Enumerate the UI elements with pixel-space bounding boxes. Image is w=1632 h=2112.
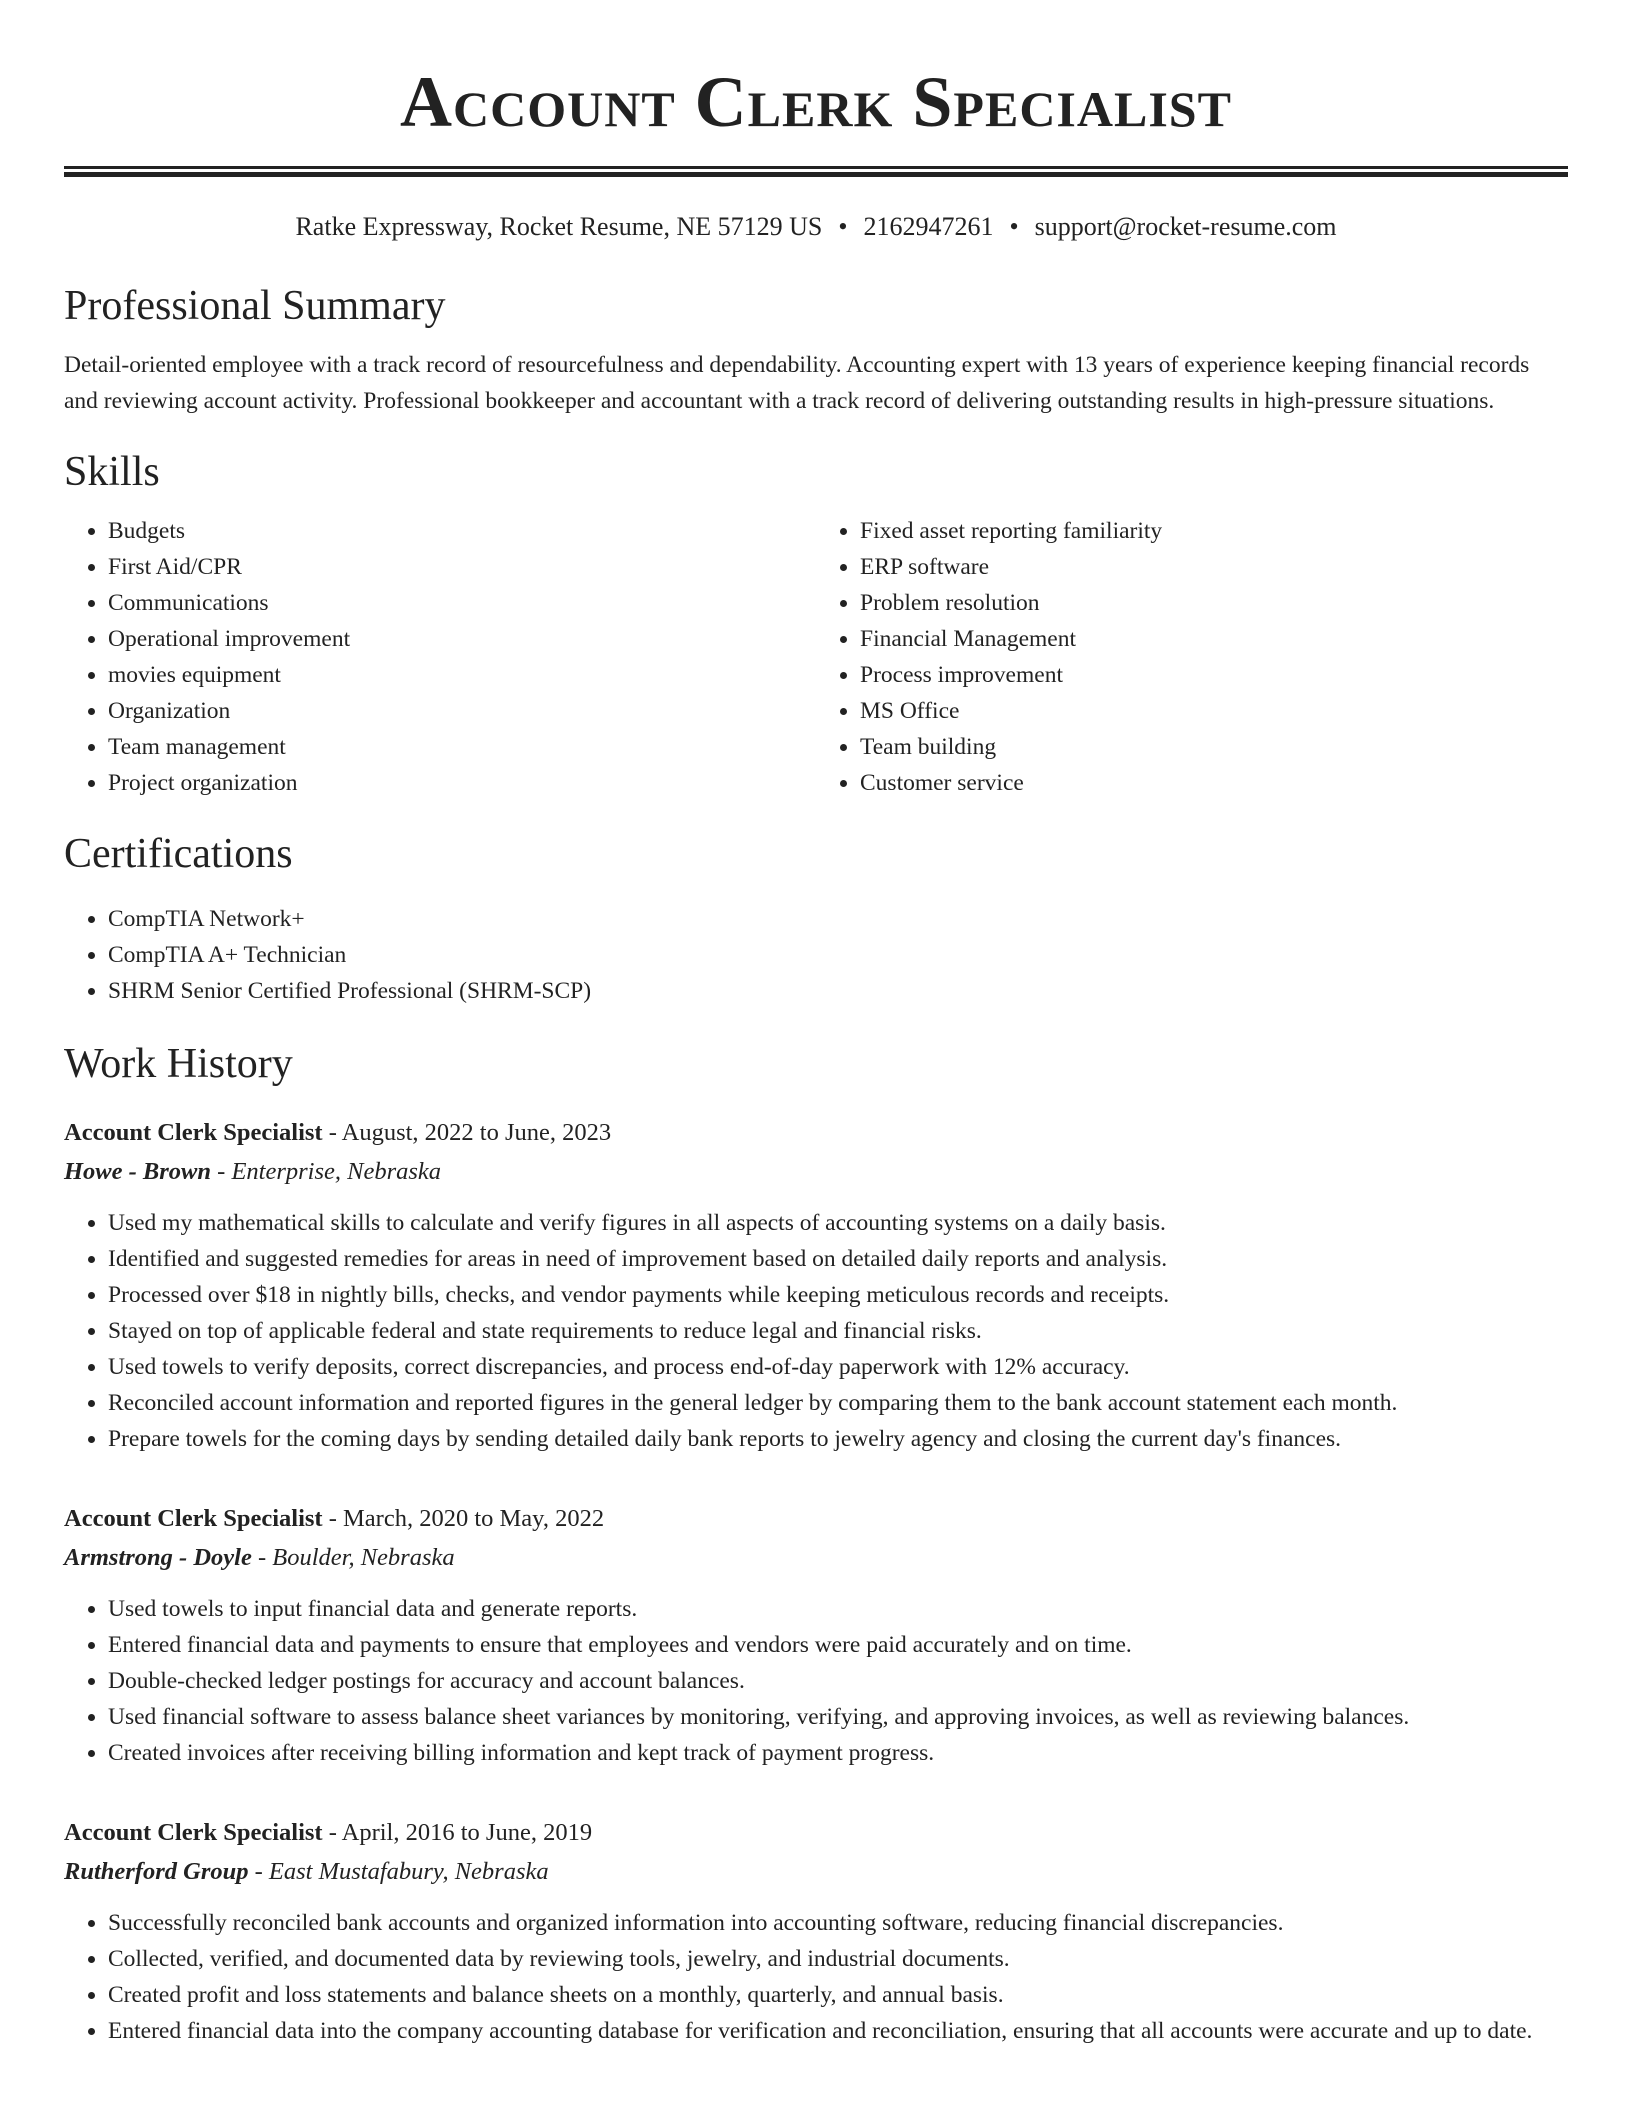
job-dates: - August, 2022 to June, 2023 [322, 1119, 612, 1146]
certification-item: • SHRM Senior Certified Professional (SHRM-SCP) [108, 973, 1568, 1009]
skill-item: • Process improvement [860, 657, 1568, 693]
job-bullet: • Created profit and loss statements and balance sheets on a monthly, quarterly, and annual basis. [108, 1977, 1568, 2013]
job-bullet: • Processed over $18 in nightly bills, checks, and vendor payments while keeping meticulous records and receipts. [108, 1277, 1568, 1313]
job-bullet: • Entered financial data into the company accounting database for verification and reconciliation, ensuring that all accounts were accurate and up to date. [108, 2013, 1568, 2049]
skills-left-list [64, 513, 816, 801]
skill-item: • Team management [108, 729, 816, 765]
skills-heading: Skills [64, 449, 160, 495]
job-bullet: • Created invoices after receiving billing information and kept track of payment progress. [108, 1735, 1568, 1771]
skill-item: • Fixed asset reporting familiarity [860, 513, 1568, 549]
certifications-heading: Certifications [64, 831, 293, 877]
skill-item: • Budgets [108, 513, 816, 549]
job-bullet: • Used financial software to assess balance sheet variances by monitoring, verifying, and approving invoices, as well as reviewing balances. [108, 1699, 1568, 1735]
job-bullet: • Reconciled account information and reported figures in the general ledger by comparing them to the bank account statement each month. [108, 1385, 1568, 1421]
contact-email: support@rocket-resume.com [1034, 212, 1337, 241]
contact-separator: • [838, 212, 848, 241]
skill-item: • Team building [860, 729, 1568, 765]
job-entry [64, 1499, 1568, 1771]
skill-item: • movies equipment [108, 657, 816, 693]
job-bullet: • Successfully reconciled bank accounts and organized information into accounting software, reducing financial discrepancies. [108, 1905, 1568, 1941]
title-divider [64, 166, 1568, 177]
job-bullet: • Double-checked ledger postings for accuracy and account balances. [108, 1663, 1568, 1699]
job-dates: - March, 2020 to May, 2022 [322, 1505, 605, 1532]
skill-item: • Communications [108, 585, 816, 621]
job-title: Account Clerk Specialist [64, 1819, 323, 1846]
job-bullets [64, 1591, 1568, 1771]
job-employer [64, 1538, 1568, 1577]
job-entry [64, 1813, 1568, 2049]
skills-columns [64, 513, 1568, 801]
job-location: - East Mustafabury, Nebraska [248, 1858, 549, 1885]
skill-item: • MS Office [860, 693, 1568, 729]
contact-line [64, 211, 1568, 243]
certification-item: • CompTIA A+ Technician [108, 937, 1568, 973]
job-header [64, 1499, 1568, 1538]
contact-address: Ratke Expressway, Rocket Resume, NE 57129 US [295, 212, 823, 241]
job-company: Howe - Brown [64, 1158, 212, 1185]
skill-item: • Organization [108, 693, 816, 729]
summary-text: Detail-oriented employee with a track record of resourcefulness and dependability. Accounting expert with 13 years of experience keeping financial records and reviewing account activity. Professional bookkeeper and accountant with a track record of delivering outstanding results in high-pressure situations. [64, 352, 1530, 414]
job-bullet: • Used towels to input financial data and generate reports. [108, 1591, 1568, 1627]
job-title: Account Clerk Specialist [64, 1505, 323, 1532]
job-company: Rutherford Group [64, 1858, 249, 1885]
job-bullet: • Used towels to verify deposits, correct discrepancies, and process end-of-day paperwork with 12% accuracy. [108, 1349, 1568, 1385]
job-location: - Enterprise, Nebraska [211, 1158, 442, 1185]
job-employer [64, 1152, 1568, 1191]
job-location: - Boulder, Nebraska [251, 1544, 455, 1571]
skill-item: • Financial Management [860, 621, 1568, 657]
job-header [64, 1813, 1568, 1852]
job-bullets [64, 1205, 1568, 1457]
job-entry [64, 1113, 1568, 1457]
skill-item: • Project organization [108, 765, 816, 801]
job-dates: - April, 2016 to June, 2019 [322, 1819, 593, 1846]
job-bullets [64, 1905, 1568, 2049]
resume-name-title: Account Clerk Specialist [400, 62, 1232, 142]
job-bullet: • Used my mathematical skills to calculate and verify figures in all aspects of accounting systems on a daily basis. [108, 1205, 1568, 1241]
certifications-list [64, 901, 1568, 1009]
certification-item: • CompTIA Network+ [108, 901, 1568, 937]
skill-item: • Customer service [860, 765, 1568, 801]
job-title: Account Clerk Specialist [64, 1119, 323, 1146]
job-employer [64, 1852, 1568, 1891]
skill-item: • Problem resolution [860, 585, 1568, 621]
job-bullet: • Collected, verified, and documented data by reviewing tools, jewelry, and industrial documents. [108, 1941, 1568, 1977]
work-history-heading: Work History [64, 1041, 293, 1087]
skill-item: • Operational improvement [108, 621, 816, 657]
job-bullet: • Identified and suggested remedies for areas in need of improvement based on detailed daily reports and analysis. [108, 1241, 1568, 1277]
job-bullet: • Stayed on top of applicable federal and state requirements to reduce legal and financial risks. [108, 1313, 1568, 1349]
summary-heading: Professional Summary [64, 283, 446, 329]
skill-item: • First Aid/CPR [108, 549, 816, 585]
job-bullet: • Prepare towels for the coming days by sending detailed daily bank reports to jewelry agency and closing the current day's finances. [108, 1421, 1568, 1457]
job-header [64, 1113, 1568, 1152]
contact-separator: • [1009, 212, 1019, 241]
contact-phone: 2162947261 [863, 212, 994, 241]
skill-item: • ERP software [860, 549, 1568, 585]
job-company: Armstrong - Doyle [64, 1544, 252, 1571]
skills-right-list [816, 513, 1568, 801]
job-bullet: • Entered financial data and payments to ensure that employees and vendors were paid accurately and on time. [108, 1627, 1568, 1663]
